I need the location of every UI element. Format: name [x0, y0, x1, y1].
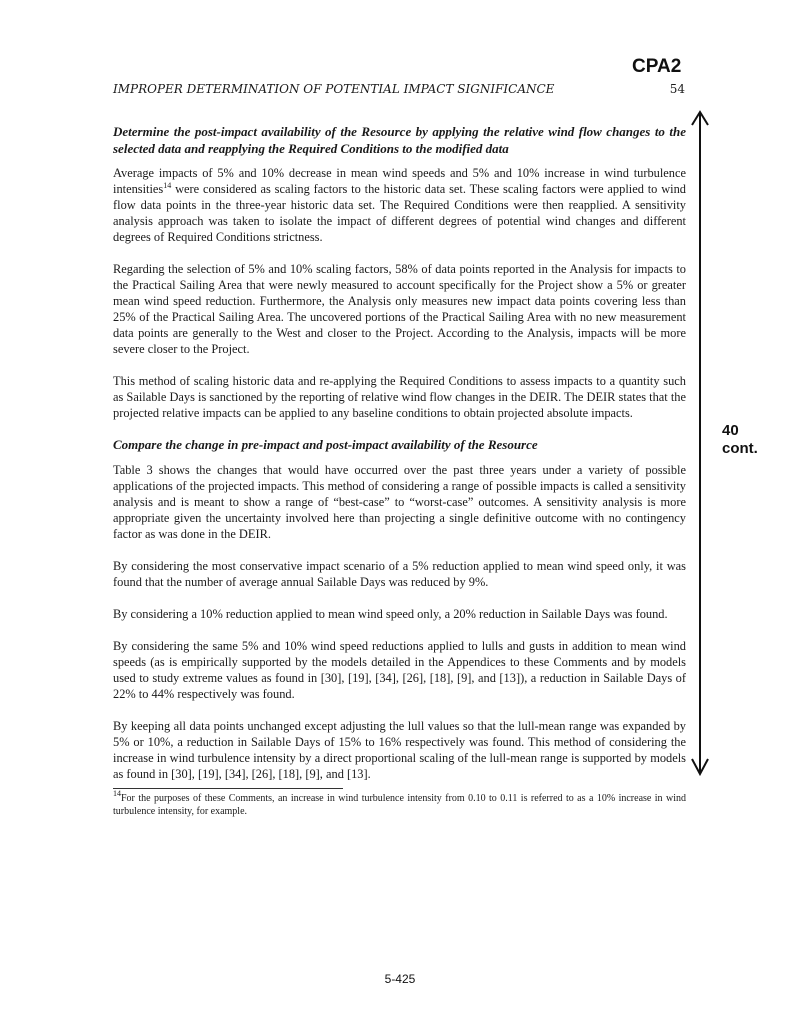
page-footer-label: 5-425: [384, 972, 416, 986]
running-header: [113, 82, 685, 96]
running-title: IMPROPER DETERMINATION OF POTENTIAL IMPACT SIGNIFICANCE: [113, 82, 555, 96]
section-heading-post-impact: Determine the post-impact availability of the Resource by applying the relative wind flow changes to the selected data and reapplying the Required Conditions to the modified data: [113, 124, 686, 156]
comment-tag: CPA2: [632, 56, 682, 77]
footnote-divider: [113, 788, 343, 789]
paragraph: [113, 165, 686, 245]
document-body: [113, 124, 686, 818]
footnote-reference[interactable]: 14: [163, 181, 172, 190]
page-number: 54: [669, 82, 685, 96]
comment-bracket-line: [699, 112, 701, 772]
footnote-marker: 14: [113, 788, 121, 798]
paragraph: Regarding the selection of 5% and 10% scaling factors, 58% of data points reported in the Analysis for impacts to the Practical Sailing Area that were newly measured to account specifically for the Project show a 5% or greater mean wind speed reduction. Furthermore, the Analysis only measures new impact data points covering less than 25% of the Practical Sailing Area. The uncovered portions of the Practical Sailing Area with no new measurement data points are generally to the West and closer to the Project. According to the Analysis, impacts will be more severe closer to the Project.: [113, 262, 686, 356]
paragraph: By considering a 10% reduction applied to mean wind speed only, a 20% reduction in Sailable Days was found.: [113, 606, 668, 621]
section-heading-compare: Compare the change in pre-impact and post-impact availability of the Resource: [113, 437, 538, 452]
paragraph: By considering the same 5% and 10% wind speed reductions applied to lulls and gusts in addition to mean wind speeds (as is empirically supported by the models detailed in the Appendices to these Comments and by models used to study extreme values as found in [30], [19], [34], [26], [18], [9], and [13]), a reduction in Sailable Days of 22% to 44% respectively was found.: [113, 638, 686, 701]
footnote-text: For the purposes of these Comments, an increase in wind turbulence intensity from 0.10 to 0.11 is referred to as a 10% increase in wind turbulence intensity, for example.: [113, 792, 686, 817]
paragraph: By keeping all data points unchanged except adjusting the lull values so that the lull-mean range was expanded by 5% or 10%, a reduction in Sailable Days of 15% to 16% respectively was found. This method of considering the increase in wind turbulence intensity by a direct proportional scaling of the lull-mean range is supported by models as found in [30], [19], [34], [26], [18], [9], and [13].: [113, 718, 686, 781]
paragraph: This method of scaling historic data and re-applying the Required Conditions to assess impacts to a quantity such as Sailable Days is sanctioned by the reporting of relative wind flow changes in the DEIR. The DEIR states that the projected relative impacts can be applied to any baseline conditions to obtain projected absolute impacts.: [113, 374, 686, 420]
comment-number-annotation: [722, 422, 758, 458]
arrow-up-icon: [691, 110, 709, 126]
paragraph-text: were considered as scaling factors to the historic data set. These scaling factors were applied to wind flow data points in the three-year historic data set. The Required Conditions were then reapplied. A sensitivity analysis approach was taken to isolate the impact of different degrees of potential wind changes and different degrees of Required Conditions strictness.: [113, 182, 686, 244]
arrow-down-icon: [691, 756, 709, 776]
paragraph: Table 3 shows the changes that would have occurred over the past three years under a variety of possible applications of the projected impacts. This method of considering a range of possible impacts is called a sensitivity analysis and is meant to show a range of “best-case” to “worst-case” outcomes. A sensitivity analysis is more appropriate given the uncertainty involved here than projecting a single definitive outcome with no contingency factor as was done in the DEIR.: [113, 462, 686, 541]
paragraph-text: Average impacts of 5% and 10% decrease in mean wind speeds and 5% and 10% increase in wind turbulence intensities: [113, 166, 686, 196]
footnote: [113, 788, 686, 818]
comment-number: 40: [722, 422, 739, 439]
paragraph: By considering the most conservative impact scenario of a 5% reduction applied to mean wind speed only, it was found that the number of average annual Sailable Days was reduced by 9%.: [113, 558, 686, 589]
continued-label: cont.: [722, 440, 758, 457]
